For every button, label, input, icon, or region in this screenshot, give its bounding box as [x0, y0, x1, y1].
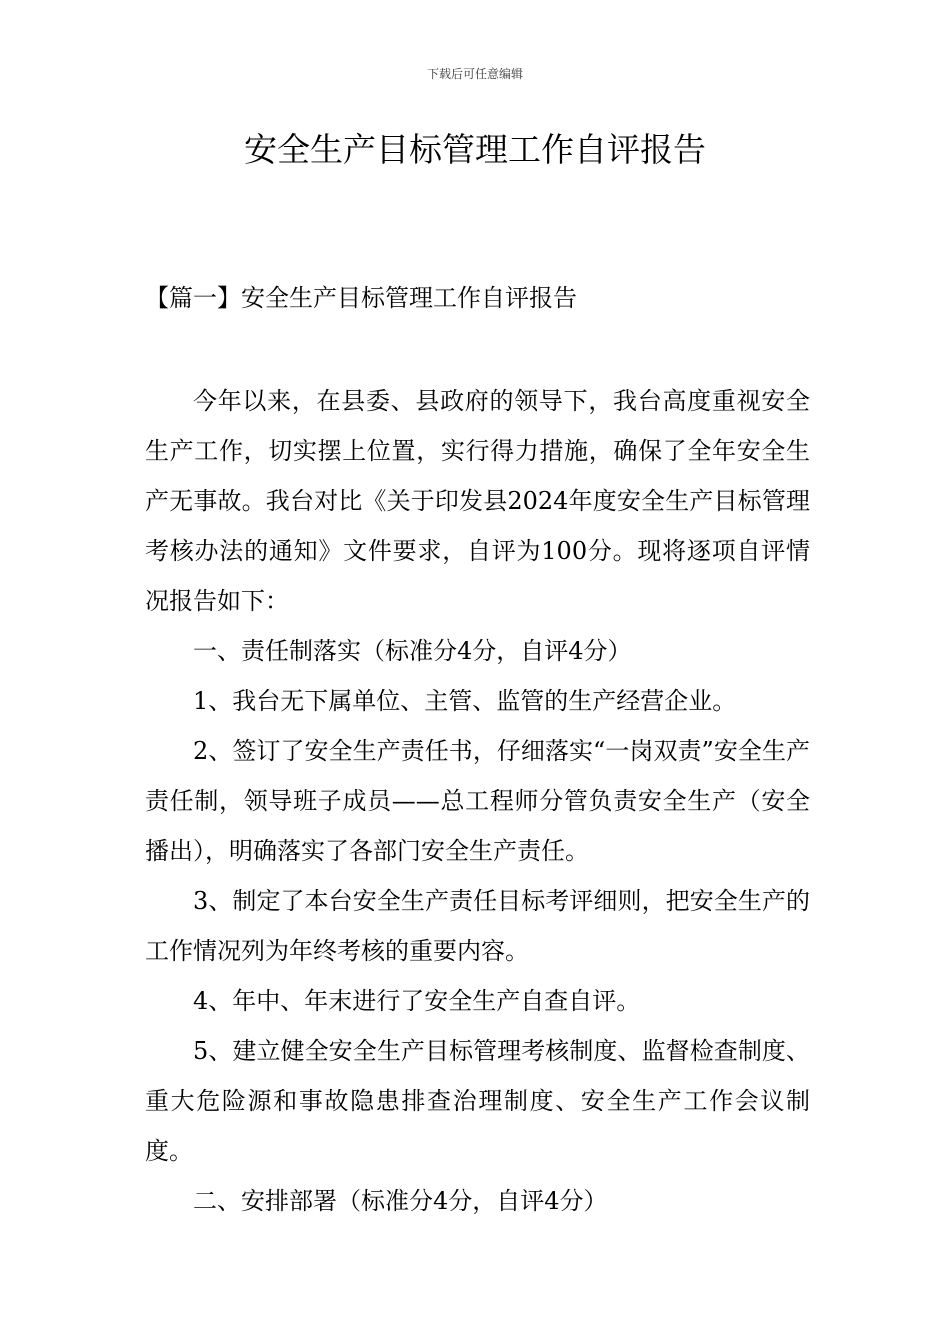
- paragraph-item-3: 3、制定了本台安全生产责任目标考评细则，把安全生产的工作情况列为年终考核的重要内容。: [145, 887, 810, 965]
- document-title: 安全生产目标管理工作自评报告: [244, 130, 706, 169]
- section-heading: 【篇一】安全生产目标管理工作自评报告: [145, 284, 577, 312]
- header-note: 下载后可任意编辑: [426, 67, 523, 81]
- paragraph-item-1: 1、我台无下属单位、主管、监管的生产经营企业。: [193, 687, 737, 715]
- paragraph-item-2: 2、签订了安全生产责任书，仔细落实“一岗双责”安全生产责任制，领导班子成员——总工程师分管负责安全生产（安全播出），明确落实了各部门安全生产责任。: [145, 737, 810, 865]
- paragraph-item-4: 4、年中、年末进行了安全生产自查自评。: [193, 987, 641, 1015]
- paragraph-intro: 今年以来，在县委、县政府的领导下，我台高度重视安全生产工作，切实摆上位置，实行得力措施，确保了全年安全生产无事故。我台对比《关于印发县2024年度安全生产目标管理考核办法的通知》文件要求，自评为100分。现将逐项自评情况报告如下：: [145, 387, 810, 615]
- paragraph-section-1-heading: 一、责任制落实（标准分4分，自评4分）: [193, 637, 632, 665]
- document-body: [145, 376, 810, 1226]
- paragraph-section-2-heading: 二、安排部署（标准分4分，自评4分）: [193, 1187, 608, 1215]
- paragraph-item-5: 5、建立健全安全生产目标管理考核制度、监督检查制度、重大危险源和事故隐患排查治理制度、安全生产工作会议制度。: [145, 1037, 810, 1165]
